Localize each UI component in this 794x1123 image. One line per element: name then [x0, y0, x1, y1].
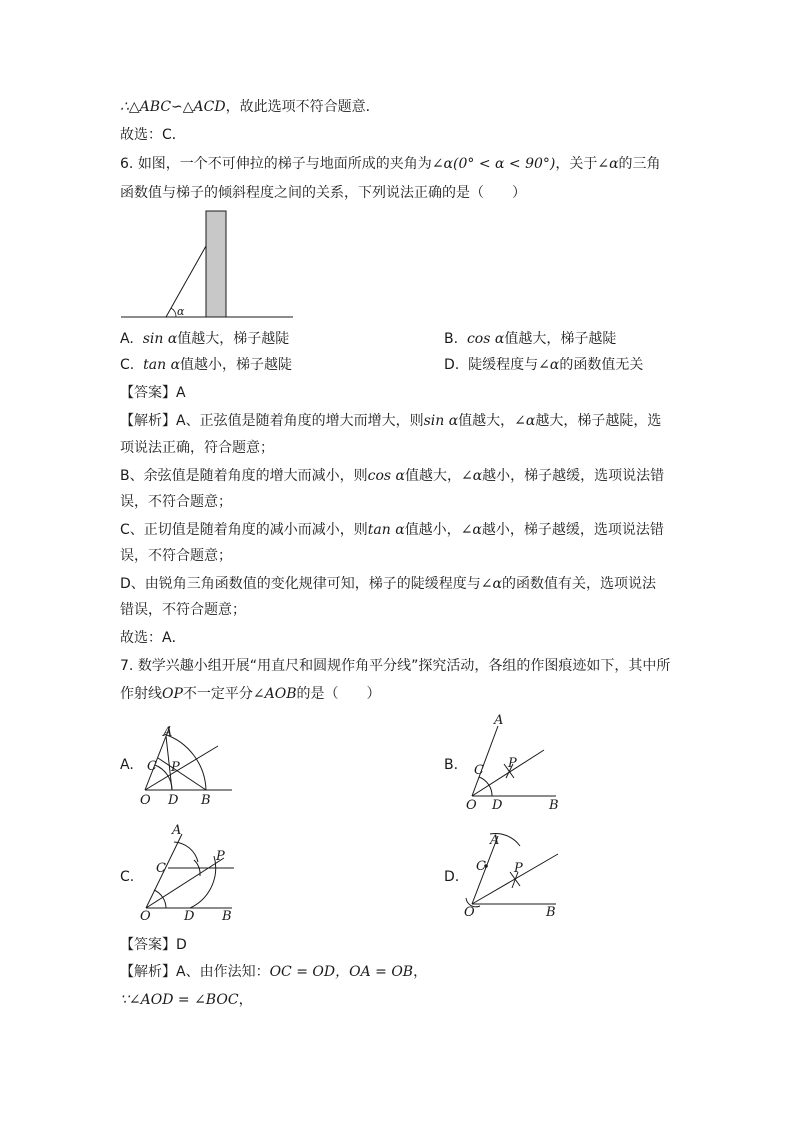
q7-stem-c: 不一定平分 — [182, 686, 253, 702]
fig-c-arc-large — [190, 856, 216, 908]
fig-b-label-a: A — [494, 713, 504, 728]
q6-option-b — [444, 329, 616, 349]
q6-analysis-1c: 越大，梯子越陡，选 — [535, 413, 662, 429]
fig-a-label-c: C — [147, 759, 157, 774]
fig-b-arc — [479, 777, 492, 796]
fig-b-ray-oa — [472, 726, 498, 796]
intro-line-2: 故选：C． — [120, 127, 186, 143]
q6-analysis-5-tan: tan α — [367, 522, 405, 538]
q7-option-b-letter: B. — [444, 757, 459, 773]
q6-analysis-5b: 值越小， — [404, 522, 461, 538]
q6-stem-c: 的三角 — [618, 156, 661, 172]
q6-analysis-5a: C、正切值是随着角度的减小而减小，则 — [120, 522, 368, 538]
q6-option-c-letter: C. — [120, 357, 135, 373]
q6-option-a — [120, 329, 289, 349]
q7-option-d-letter: D. — [444, 869, 460, 885]
q6-option-c — [120, 355, 292, 375]
q7-stem-a: 数学兴趣小组开展“用直尺和圆规作角平分线”探究活动，各组的作图痕迹如下，其中所 — [137, 658, 671, 674]
fig-b-label-c: C — [474, 763, 484, 778]
q6-stem-line-2: 函数值与梯子的倾斜程度之间的关系，下列说法正确的是（ ） — [120, 185, 526, 201]
q6-analysis-3-cos: cos α — [367, 468, 405, 484]
fig-d-label-p: P — [514, 861, 523, 876]
ladder-line — [166, 246, 206, 317]
fig-b-label-b: B — [549, 798, 559, 812]
q6-option-a-math: sin α — [142, 331, 178, 347]
q6-analysis-5c: 越小，梯子越缓，选项说法错 — [481, 522, 664, 538]
q6-stem-b: ，关于 — [555, 156, 598, 172]
q6-analysis-line-4: 误，不符合题意； — [120, 494, 232, 510]
q6-option-c-text: 值越小，梯子越陡 — [180, 357, 293, 373]
intro-line-1-text: ，故此选项不符合题意． — [225, 99, 380, 115]
fig-a-label-b: B — [201, 793, 211, 808]
fig-c-label-o: O — [140, 909, 151, 924]
q6-analysis-line-9: 故选：A． — [120, 630, 186, 646]
fig-c-label-a: A — [172, 823, 182, 838]
q7-analysis-line-1 — [120, 962, 427, 982]
q7-stem-b: 作射线 — [120, 686, 162, 702]
q7-analysis-1-math: OC = OD，OA = OB — [269, 964, 414, 980]
q6-number: 6. — [120, 156, 134, 172]
q7-analysis-2b: ， — [238, 992, 253, 1008]
q6-analysis-3b: 值越大， — [404, 468, 461, 484]
q6-analysis-1-angle: ∠α — [514, 413, 536, 429]
q6-analysis-3-angle: ∠α — [460, 468, 483, 484]
fig-c-label-d: D — [184, 909, 195, 924]
q6-option-b-math: cos α — [466, 331, 505, 347]
q6-option-d-text-b: 的函数值无关 — [559, 357, 644, 373]
q6-analysis-7a: D、由锐角三角函数值的变化规律可知，梯子的陡缓程度与 — [120, 576, 481, 592]
q7-stem-d: 的是（ ） — [296, 686, 381, 702]
figure-d — [460, 822, 570, 922]
q7-analysis-1a: 【解析】A、由作法知： — [120, 964, 270, 980]
fig-d-label-a: A — [490, 833, 500, 848]
fig-d-label-c: C — [476, 859, 486, 874]
alpha-label: α — [177, 305, 185, 318]
q6-analysis-line-2: 项说法正确，符合题意； — [120, 440, 274, 456]
q6-analysis-1b: 值越大， — [458, 413, 515, 429]
q7-option-c-letter: C. — [120, 869, 135, 885]
q6-option-d-letter: D. — [444, 357, 460, 373]
q6-stem-line-1 — [120, 154, 661, 174]
q6-option-a-letter: A. — [120, 331, 134, 347]
fig-b-label-d: D — [492, 798, 503, 812]
q7-stem-line-1 — [120, 656, 670, 676]
q6-analysis-3a: B、余弦值是随着角度的增大而减小，则 — [120, 468, 368, 484]
q6-analysis-line-8: 错误，不符合题意； — [120, 602, 246, 618]
angle-arc — [171, 308, 176, 317]
q7-analysis-2-math: ∵∠AOD = ∠BOC — [120, 992, 239, 1008]
q6-analysis-5-angle: ∠α — [460, 522, 482, 538]
q6-option-a-text: 值越大，梯子越陡 — [177, 331, 290, 347]
fig-c-label-b: B — [222, 909, 232, 924]
ladder-figure — [118, 206, 298, 322]
q6-analysis-1-sin: sin α — [423, 413, 459, 429]
q7-angle-aob: ∠AOB — [252, 686, 297, 702]
q7-stem-line-2 — [120, 684, 381, 704]
fig-c-label-p: P — [216, 849, 225, 864]
q6-analysis-line-6: 误，不符合题意； — [120, 548, 232, 564]
q6-option-d — [444, 355, 643, 375]
q7-answer: 【答案】D — [120, 937, 187, 953]
q6-analysis-line-3 — [120, 466, 664, 486]
q6-option-c-math: tan α — [143, 357, 181, 373]
q7-number: 7. — [120, 658, 134, 674]
fig-b-label-o: O — [466, 798, 477, 812]
wall-building — [206, 211, 226, 317]
q6-analysis-line-7 — [120, 574, 656, 594]
q7-analysis-line-2 — [120, 990, 253, 1010]
q7-option-a-letter: A. — [120, 757, 134, 773]
q6-stem-a: 如图，一个不可伸拉的梯子与地面所成的夹角为 — [137, 156, 432, 172]
q7-analysis-1b: ， — [413, 964, 428, 980]
figure-b — [462, 710, 572, 812]
q6-angle: ∠α — [597, 156, 619, 172]
fig-a-label-d: D — [168, 793, 179, 808]
q6-answer: 【答案】A — [120, 385, 186, 401]
q6-option-d-math: ∠α — [538, 357, 560, 373]
q6-angle-range: ∠α(0° < α < 90°) — [431, 156, 556, 172]
figure-a — [140, 718, 240, 810]
q6-option-d-text-a: 陡缓程度与 — [468, 357, 539, 373]
q6-analysis-7-angle: ∠α — [480, 576, 502, 592]
fig-d-label-b: B — [546, 905, 556, 920]
intro-line-1 — [120, 97, 380, 117]
q6-analysis-1a: 【解析】A、正弦值是随着角度的增大而增大，则 — [120, 413, 424, 429]
fig-c-label-c: C — [156, 861, 166, 876]
similarity-statement: ∴△ABC∽△ACD — [120, 99, 226, 115]
fig-b-label-p: P — [508, 756, 517, 771]
fig-d-label-o: O — [464, 905, 475, 920]
fig-c-arc-top — [174, 842, 198, 862]
fig-a-label-o: O — [140, 793, 151, 808]
fig-a-label-p: P — [171, 760, 180, 775]
q6-analysis-7b: 的函数值有关，选项说法 — [501, 576, 656, 592]
fig-a-label-a: A — [163, 725, 173, 740]
q6-analysis-line-1 — [120, 411, 661, 431]
q6-option-b-text: 值越大，梯子越陡 — [504, 331, 617, 347]
q6-analysis-line-5 — [120, 520, 664, 540]
q7-ray-op: OP — [162, 686, 183, 702]
q6-analysis-3c: 越小，梯子越缓，选项说法错 — [482, 468, 665, 484]
q6-option-b-letter: B. — [444, 331, 459, 347]
figure-c — [136, 820, 246, 924]
